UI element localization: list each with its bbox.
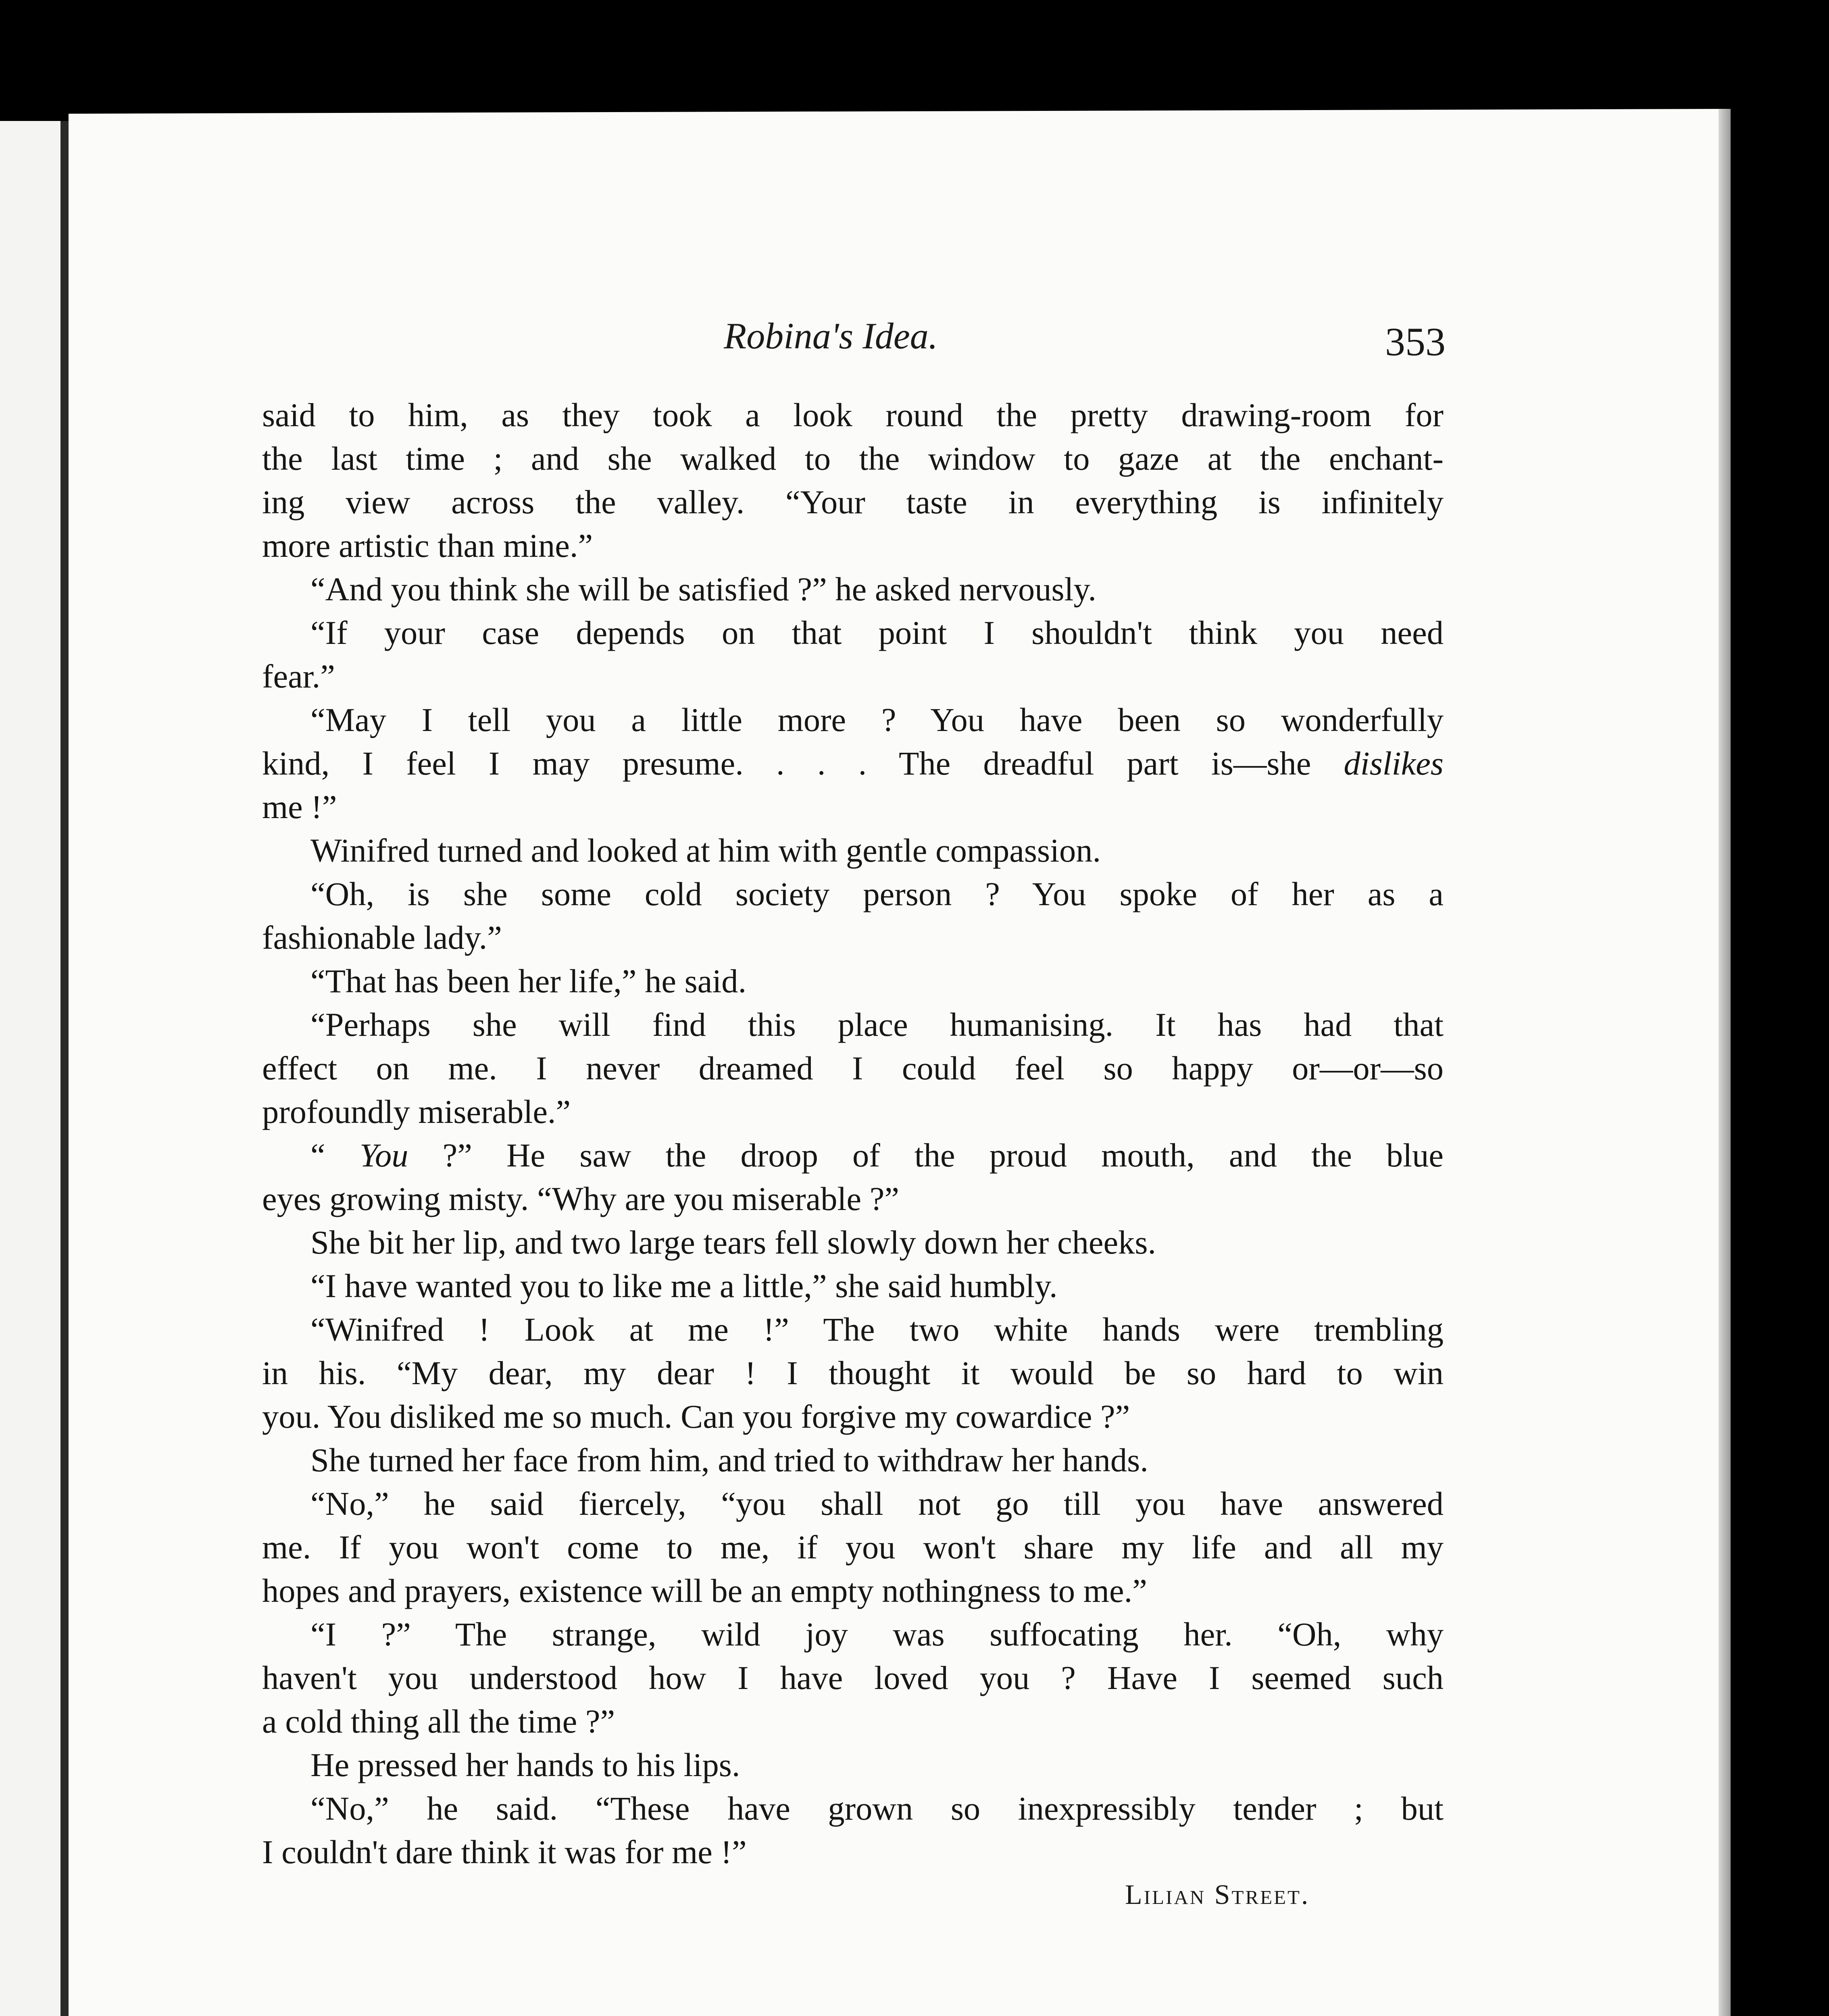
author-signature: Lilian Street.: [1125, 1879, 1310, 1910]
text-line: He pressed her hands to his lips.: [310, 1746, 740, 1783]
text-line: She turned her face from him, and tried to withdraw her hands.: [310, 1441, 1148, 1479]
text-line: fear.”: [262, 658, 335, 695]
text-line: a cold thing all the time ?”: [262, 1703, 615, 1740]
text-line: profoundly miserable.”: [262, 1093, 571, 1130]
text-line: said to him, as they took a look round the pretty drawing-room for: [262, 396, 1444, 433]
text-line: She bit her lip, and two large tears fell slowly down her cheeks.: [310, 1224, 1156, 1261]
text-line: hopes and prayers, existence will be an empty nothingness to me.”: [262, 1572, 1147, 1609]
text-line: “ You ?” He saw the droop of the proud mouth, and the blue: [310, 1137, 1444, 1174]
text-line: “If your case depends on that point I shouldn't think you need: [310, 614, 1444, 651]
text-line: ing view across the valley. “Your taste in everything is infinitely: [262, 483, 1444, 521]
text-line: Winifred turned and looked at him with gentle compassion.: [310, 832, 1101, 869]
page-number: 353: [1385, 319, 1446, 364]
text-line: haven't you understood how I have loved you ? Have I seemed such: [262, 1659, 1444, 1696]
text-line: in his. “My dear, my dear ! I thought it would be so hard to win: [262, 1354, 1444, 1391]
story-text: [262, 393, 1444, 1874]
text-line: “Oh, is she some cold society person ? You spoke of her as a: [310, 875, 1444, 912]
text-line: “No,” he said fiercely, “you shall not go till you have answered: [310, 1485, 1444, 1522]
text-line: more artistic than mine.”: [262, 527, 593, 564]
italic-emphasis: dislikes: [1344, 745, 1444, 782]
text-line: “Perhaps she will find this place humanising. It has had that: [310, 1006, 1444, 1043]
text-line: eyes growing misty. “Why are you miserable ?”: [262, 1180, 899, 1217]
text-line: the last time ; and she walked to the window to gaze at the enchant-: [262, 440, 1444, 477]
text-line: kind, I feel I may presume. . . . The dreadful part is—she dislikes: [262, 745, 1444, 782]
text-line: “I have wanted you to like me a little,” she said humbly.: [310, 1267, 1058, 1304]
text-line: “May I tell you a little more ? You have been so wonderfully: [310, 701, 1444, 738]
text-line: “And you think she will be satisfied ?” he asked nervously.: [310, 571, 1096, 608]
text-line: me !”: [262, 788, 337, 825]
text-line: I couldn't dare think it was for me !”: [262, 1833, 747, 1870]
text-line: effect on me. I never dreamed I could feel so happy or—or—so: [262, 1050, 1444, 1087]
text-line: me. If you won't come to me, if you won't share my life and all my: [262, 1529, 1444, 1566]
floral-ornament-illustration: [254, 2012, 1460, 2016]
adjacent-page-edge: [0, 121, 69, 2016]
running-title: Robina's Idea.: [724, 315, 938, 356]
text-line: fashionable lady.”: [262, 919, 502, 956]
text-line: you. You disliked me so much. Can you forgive my cowardice ?”: [262, 1398, 1130, 1435]
text-line: “That has been her life,” he said.: [310, 962, 747, 1000]
text-line: “I ?” The strange, wild joy was suffocating her. “Oh, why: [310, 1616, 1444, 1653]
text-line: “No,” he said. “These have grown so inexpressibly tender ; but: [310, 1790, 1444, 1827]
italic-emphasis: You: [359, 1137, 408, 1174]
page-header: [724, 314, 1446, 367]
text-line: “Winifred ! Look at me !” The two white hands were trembling: [310, 1311, 1444, 1348]
page-edge-shadow: [1719, 109, 1731, 2016]
